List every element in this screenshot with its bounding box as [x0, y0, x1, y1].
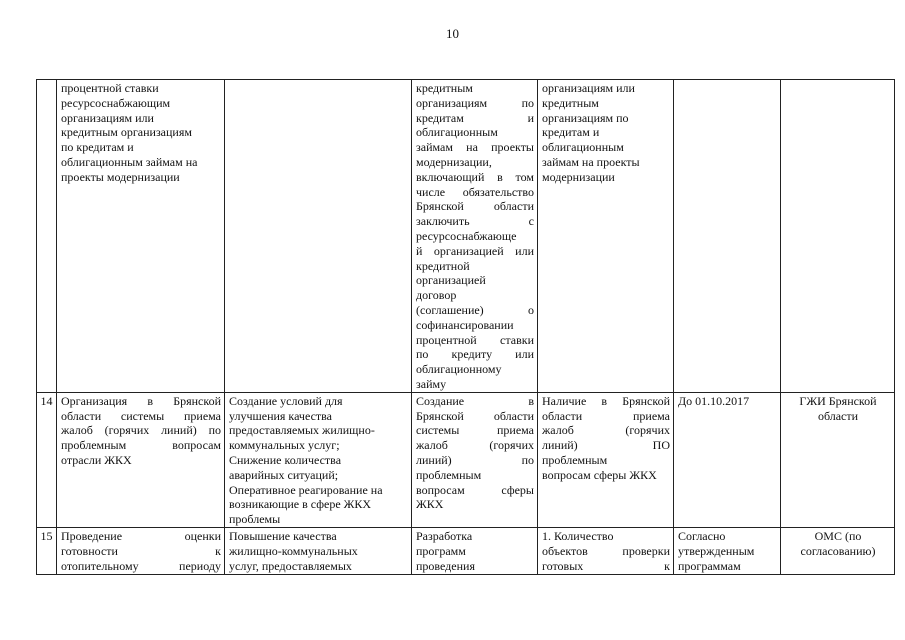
event-cell: Проведение оценки готовности к отопительному периоду — [57, 527, 225, 574]
deadline-cell: Согласно утвержденным программам — [674, 527, 781, 574]
indicator-cell: Наличие в Брянской области приема жалоб (горячих линий) ПО проблемным вопросам сферы ЖКХ — [538, 392, 674, 527]
deadline-cell — [674, 80, 781, 393]
indicator-cell: организациям или кредитным организациям по кредитам и облигационным займам на проекты модернизации — [538, 80, 674, 393]
row-number-cell: 14 — [37, 392, 57, 527]
goal-cell: Повышение качества жилищно-коммунальных услуг, предоставляемых — [225, 527, 412, 574]
result-cell: кредитным организациям по кредитам и облигационным займам на проекты модернизации, включающий в том числе обязательство Брянской области заключить с ресурсоснабжающе й организацией или кредитной организацией договор (соглашение) о софинансировании процентной ставки по кредиту или облигационному займу — [412, 80, 538, 393]
result-cell: Разработка программ проведения — [412, 527, 538, 574]
table-row — [37, 392, 895, 527]
goal-cell: Создание условий для улучшения качества предоставляемых жилищно- коммунальных услуг; Снижение количества аварийных ситуаций; Оперативное реагирование на возникающие в сфере ЖКХ проблемы — [225, 392, 412, 527]
measures-table — [36, 79, 895, 575]
page-number: 10 — [446, 26, 459, 41]
event-cell: Организация в Брянской области системы приема жалоб (горячих линий) по проблемным вопросам отрасли ЖКХ — [57, 392, 225, 527]
indicator-cell: 1. Количество объектов проверки готовых к — [538, 527, 674, 574]
table-row — [37, 80, 895, 393]
row-number-cell — [37, 80, 57, 393]
row-number-cell: 15 — [37, 527, 57, 574]
goal-cell — [225, 80, 412, 393]
table-row — [37, 527, 895, 574]
responsible-cell — [781, 80, 895, 393]
responsible-cell: ГЖИ Брянской области — [781, 392, 895, 527]
event-cell: процентной ставки ресурсоснабжающим организациям или кредитным организациям по кредитам и облигационным займам на проекты модернизации — [57, 80, 225, 393]
deadline-cell: До 01.10.2017 — [674, 392, 781, 527]
responsible-cell: ОМС (по согласованию) — [781, 527, 895, 574]
result-cell: Создание в Брянской области системы приема жалоб (горячих линий) по проблемным вопросам сферы ЖКХ — [412, 392, 538, 527]
